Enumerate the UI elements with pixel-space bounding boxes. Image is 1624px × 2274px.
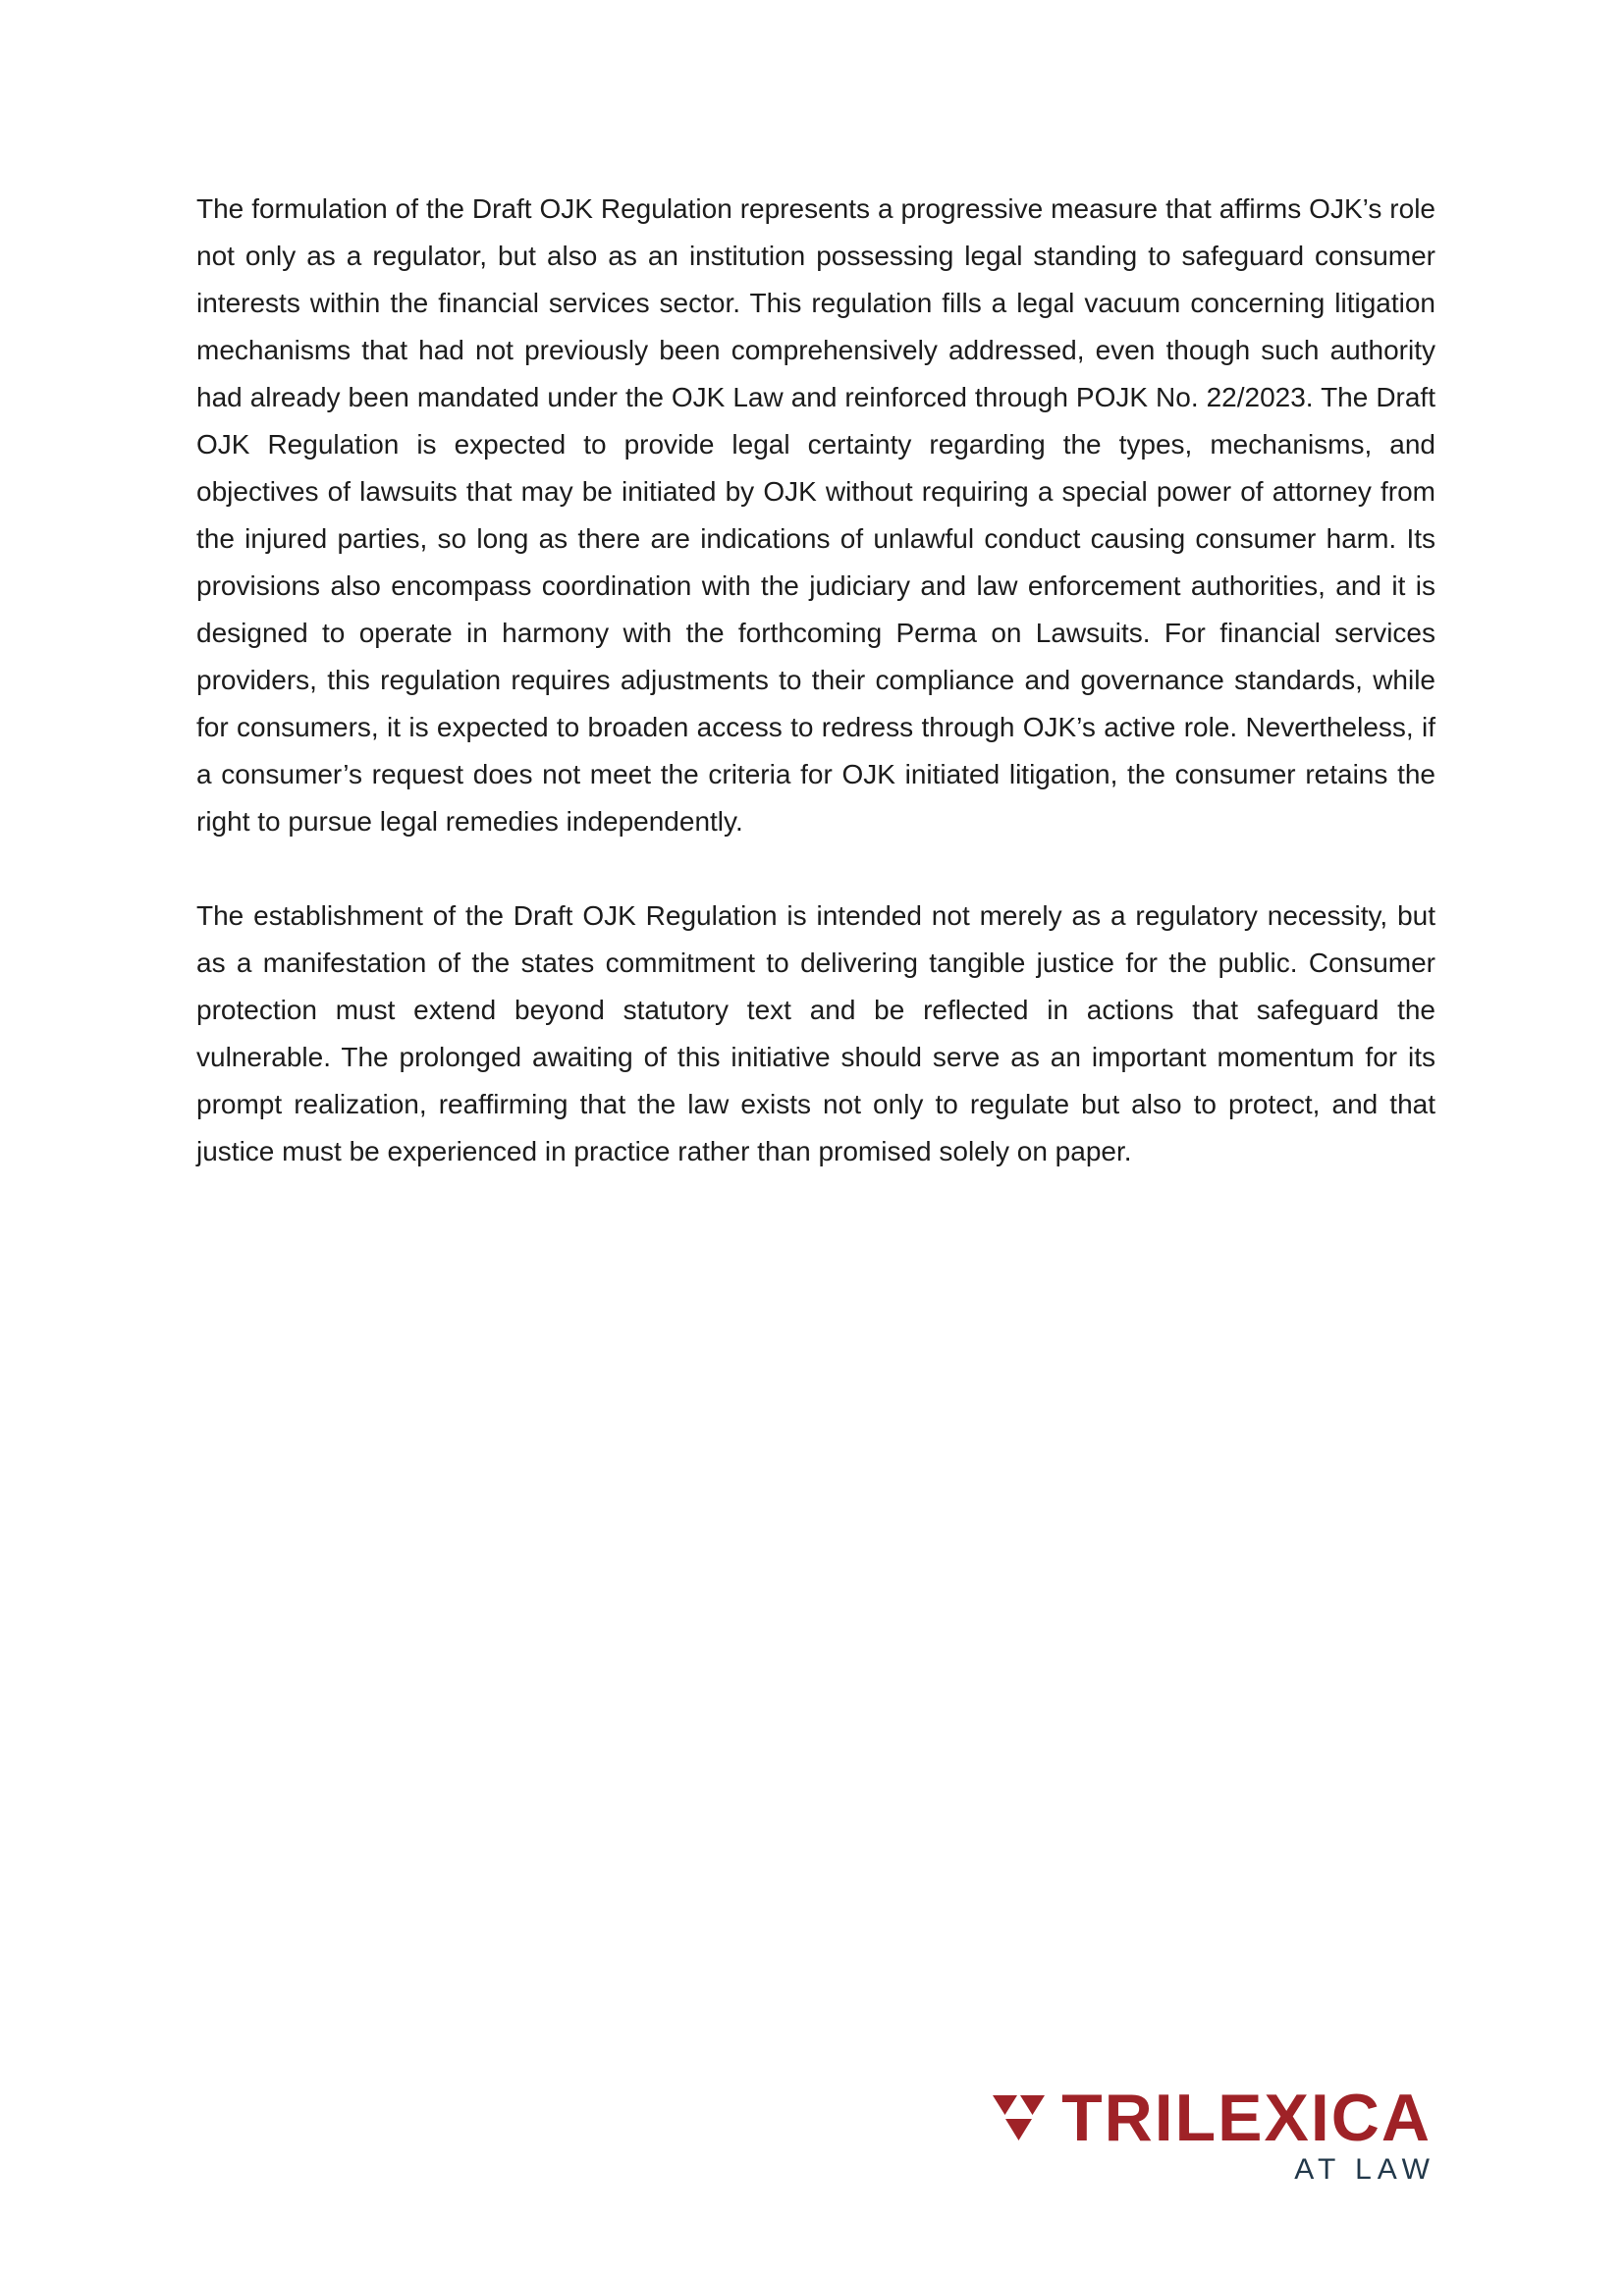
paragraph-2: The establishment of the Draft OJK Regulation is intended not merely as a regulatory necessity, but as a manifestation of the states commitment to delivering tangible justice for the public. Consumer protection must extend beyond statutory text and be reflected in actions that safeguard the vulnerable. The prolonged awaiting of this initiative should serve as an important momentum for its prompt realization, reaffirming that the law exists not only to regulate but also to protect, and that justice must be experienced in practice rather than promised solely on paper. (196, 900, 1435, 1166)
logo-row (993, 2081, 1432, 2155)
company-logo (993, 2081, 1435, 2186)
brand-wordmark: TRILEXICA (1061, 2081, 1432, 2155)
three-triangles-icon (993, 2095, 1045, 2140)
body-text (196, 186, 1435, 1175)
logo-tagline: AT LAW (1294, 2153, 1435, 2186)
paragraph-1: The formulation of the Draft OJK Regulation represents a progressive measure that affirms OJK’s role not only as a regulator, but also as an institution possessing legal standing to safeguard consumer interests within the financial services sector. This regulation fills a legal vacuum concerning litigation mechanisms that had not previously been comprehensively addressed, even though such authority had already been mandated under the OJK Law and reinforced through POJK No. 22/2023. The Draft OJK Regulation is expected to provide legal certainty regarding the types, mechanisms, and objectives of lawsuits that may be initiated by OJK without requiring a special power of attorney from the injured parties, so long as there are indications of unlawful conduct causing consumer harm. Its provisions also encompass coordination with the judiciary and law enforcement authorities, and it is designed to operate in harmony with the forthcoming Perma on Lawsuits. For financial services providers, this regulation requires adjustments to their compliance and governance standards, while for consumers, it is expected to broaden access to redress through OJK’s active role. Nevertheless, if a consumer’s request does not meet the criteria for OJK initiated litigation, the consumer retains the right to pursue legal remedies independently. (196, 193, 1435, 837)
